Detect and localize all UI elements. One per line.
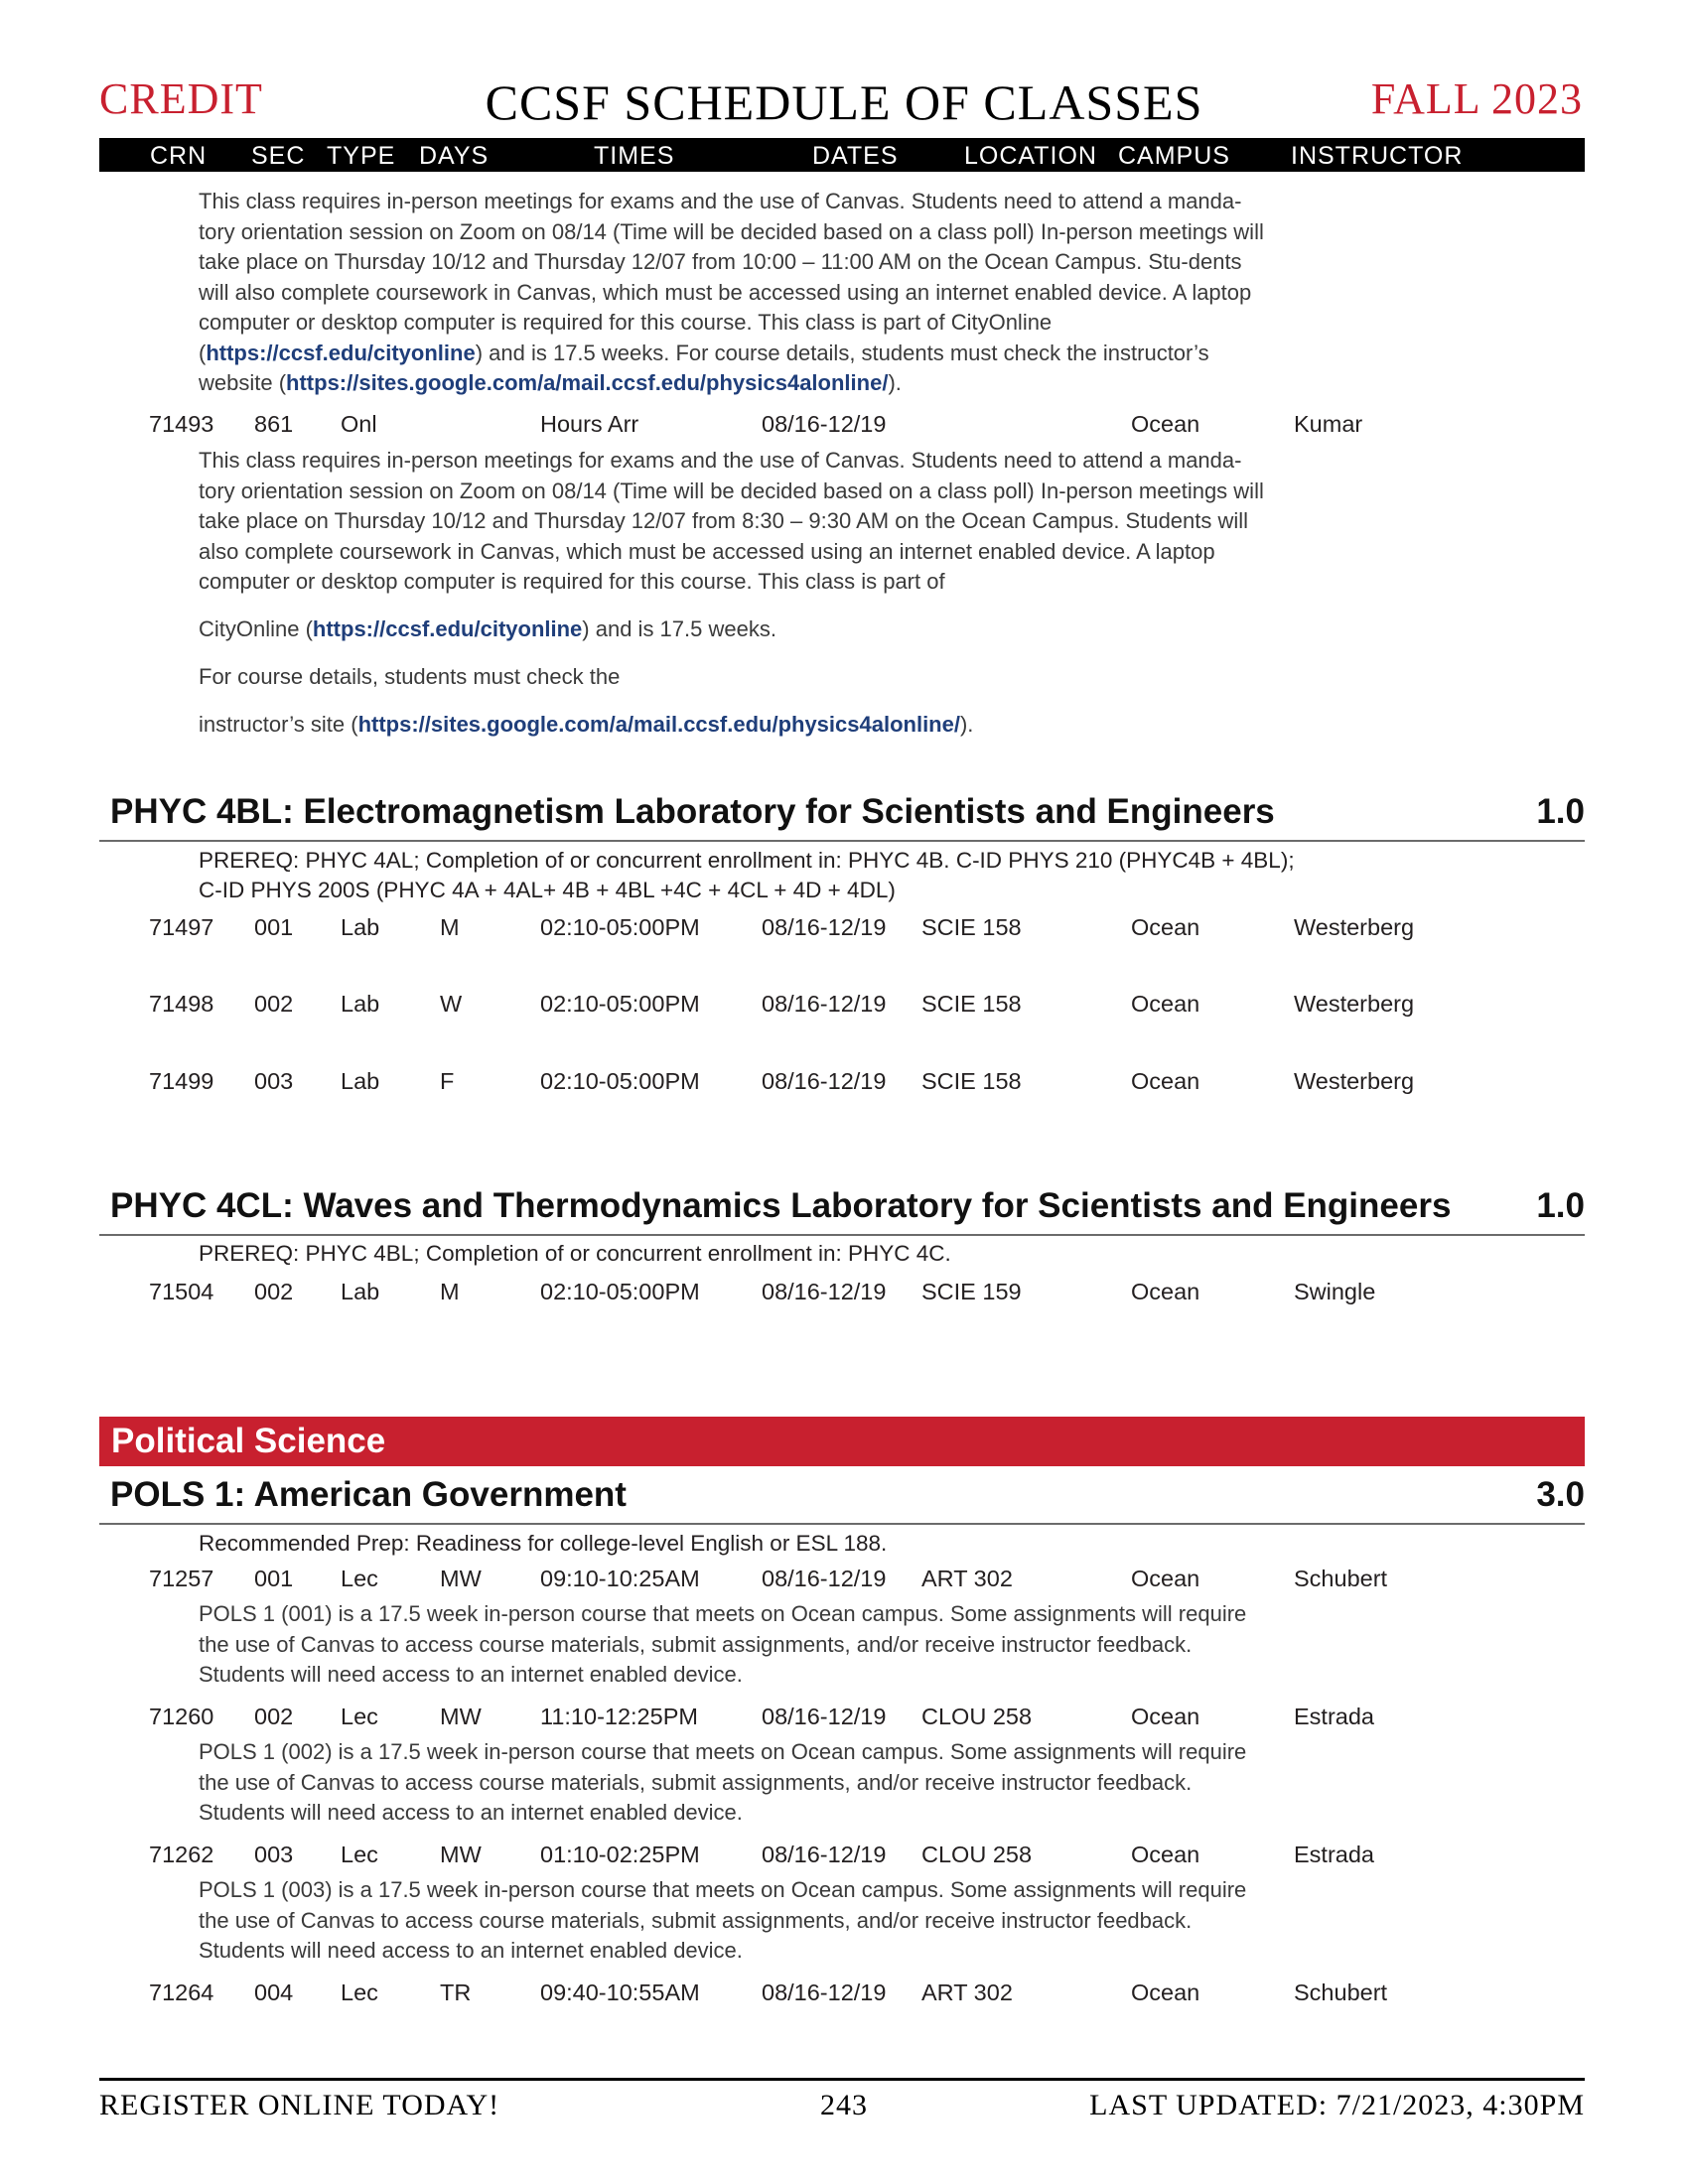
table-row: [0, 411, 1688, 443]
campus: Ocean: [1131, 1279, 1200, 1304]
instructor: Westerberg: [1294, 914, 1415, 940]
course-prereq: C-ID PHYS 200S (PHYC 4A + 4AL+ 4B + 4BL +4C + 4CL + 4D + 4DL): [199, 878, 896, 902]
location: ART 302: [921, 1979, 1013, 2005]
section-note-line: For course details, students must check the: [199, 664, 621, 689]
crn: 71497: [149, 914, 214, 940]
page-number: 243: [820, 2089, 868, 2121]
sec: 002: [254, 991, 294, 1017]
table-row: [0, 1068, 1688, 1100]
crn: 71260: [149, 1704, 214, 1729]
type: Lec: [341, 1842, 378, 1867]
col-times: TIMES: [594, 142, 675, 170]
course-credits: 3.0: [1536, 1475, 1585, 1514]
campus: Ocean: [1131, 411, 1200, 437]
location: SCIE 158: [921, 991, 1022, 1017]
course-divider: [99, 1523, 1585, 1525]
sec: 002: [254, 1704, 294, 1729]
table-row: [0, 914, 1688, 946]
section-note: POLS 1 (002) is a 17.5 week in-person course that meets on Ocean campus. Some assignments will require the use of Canvas to access course materials, submit assignments, and/or receive instructor feedback. Students will need access to an internet enabled device.: [199, 1739, 1247, 1825]
location: ART 302: [921, 1566, 1013, 1591]
days: MW: [440, 1842, 482, 1867]
col-crn: CRN: [150, 142, 208, 170]
crn: 71493: [149, 411, 214, 437]
times: 02:10-05:00PM: [540, 991, 700, 1017]
dates: 08/16-12/19: [762, 1704, 887, 1729]
col-sec: SEC: [251, 142, 306, 170]
days: W: [440, 991, 463, 1017]
table-row: [0, 1566, 1688, 1597]
type: Lab: [341, 914, 380, 940]
location: CLOU 258: [921, 1842, 1033, 1867]
times: Hours Arr: [540, 411, 639, 437]
dates: 08/16-12/19: [762, 1566, 887, 1591]
days: TR: [440, 1979, 472, 2005]
crn: 71498: [149, 991, 214, 1017]
campus: Ocean: [1131, 1566, 1200, 1591]
course-divider: [99, 1234, 1585, 1236]
days: M: [440, 914, 460, 940]
crn: 71262: [149, 1842, 214, 1867]
col-location: LOCATION: [964, 142, 1097, 170]
instructor: Schubert: [1294, 1566, 1388, 1591]
dates: 08/16-12/19: [762, 1979, 887, 2005]
col-campus: CAMPUS: [1118, 142, 1230, 170]
section-note-line: CityOnline (https://ccsf.edu/cityonline) and is 17.5 weeks.: [199, 616, 776, 641]
type: Lab: [341, 1279, 380, 1304]
table-row: [0, 1979, 1688, 2011]
days: M: [440, 1279, 460, 1304]
instructor-website-link[interactable]: https://sites.google.com/a/mail.ccsf.edu/physics4alonline/: [357, 712, 960, 737]
campus: Ocean: [1131, 1068, 1200, 1094]
instructor: Estrada: [1294, 1842, 1374, 1867]
times: 09:10-10:25AM: [540, 1566, 700, 1591]
table-row: [0, 1279, 1688, 1310]
footer-divider: [99, 2078, 1585, 2081]
location: SCIE 159: [921, 1279, 1022, 1304]
instructor: Westerberg: [1294, 991, 1415, 1017]
sec: 001: [254, 1566, 294, 1591]
department-header: [99, 1417, 1585, 1466]
section-note: POLS 1 (001) is a 17.5 week in-person course that meets on Ocean campus. Some assignments will require the use of Canvas to access course materials, submit assignments, and/or receive instructor feedback. Students will need access to an internet enabled device.: [199, 1601, 1247, 1687]
instructor: Kumar: [1294, 411, 1363, 437]
footer-register-text: REGISTER ONLINE TODAY!: [99, 2089, 500, 2121]
instructor: Estrada: [1294, 1704, 1374, 1729]
crn: 71264: [149, 1979, 214, 2005]
course-prep: Recommended Prep: Readiness for college-level English or ESL 188.: [199, 1531, 888, 1556]
campus: Ocean: [1131, 1704, 1200, 1729]
type: Onl: [341, 411, 377, 437]
campus: Ocean: [1131, 1842, 1200, 1867]
sec: 003: [254, 1842, 294, 1867]
type: Lec: [341, 1704, 378, 1729]
campus: Ocean: [1131, 991, 1200, 1017]
footer-last-updated: LAST UPDATED: 7/21/2023, 4:30PM: [1089, 2089, 1585, 2121]
times: 01:10-02:25PM: [540, 1842, 700, 1867]
instructor: Schubert: [1294, 1979, 1388, 2005]
sec: 002: [254, 1279, 294, 1304]
type: Lec: [341, 1979, 378, 2005]
sec: 861: [254, 411, 294, 437]
course-prereq: PREREQ: PHYC 4BL; Completion of or concurrent enrollment in: PHYC 4C.: [199, 1241, 951, 1266]
table-row: [0, 1704, 1688, 1735]
times: 02:10-05:00PM: [540, 1068, 700, 1094]
dates: 08/16-12/19: [762, 991, 887, 1017]
course-divider: [99, 840, 1585, 842]
type: Lab: [341, 1068, 380, 1094]
dates: 08/16-12/19: [762, 411, 887, 437]
days: MW: [440, 1566, 482, 1591]
column-header-bar: [99, 138, 1585, 172]
instructor-website-link[interactable]: https://sites.google.com/a/mail.ccsf.edu/physics4alonline/: [286, 370, 889, 395]
dates: 08/16-12/19: [762, 914, 887, 940]
header-term-label: FALL 2023: [1370, 74, 1583, 123]
department-title: Political Science: [111, 1422, 386, 1460]
col-instructor: INSTRUCTOR: [1291, 142, 1464, 170]
course-title: PHYC 4BL: Electromagnetism Laboratory for Scientists and Engineers: [110, 792, 1275, 831]
type: Lab: [341, 991, 380, 1017]
col-days: DAYS: [419, 142, 490, 170]
instructor: Westerberg: [1294, 1068, 1415, 1094]
times: 02:10-05:00PM: [540, 914, 700, 940]
days: MW: [440, 1704, 482, 1729]
campus: Ocean: [1131, 1979, 1200, 2005]
dates: 08/16-12/19: [762, 1842, 887, 1867]
section-note: This class requires in-person meetings for exams and the use of Canvas. Students need to attend a manda-tory orientation session on Zoom on 08/14 (Time will be decided based on a class poll) In-person meetings will take place on Thursday 10/12 and Thursday 12/07 from 10:00 – 11:00 AM on the Ocean Campus. Stu-dents will also complete coursework in Canvas, which must be accessed using an internet enabled device. A laptop computer or desktop computer is required for this course. This class is part of CityOnline (https://ccsf.edu/cityonline) and is 17.5 weeks. For course details, students must check the instructor’s website (https://sites.google.com/a/mail.ccsf.edu/physics4alonline/).: [199, 189, 1264, 395]
course-credits: 1.0: [1536, 1186, 1585, 1225]
table-row: [0, 1842, 1688, 1873]
header-credit-label: CREDIT: [99, 74, 263, 123]
location: SCIE 158: [921, 1068, 1022, 1094]
sec: 004: [254, 1979, 294, 2005]
section-note-line: instructor’s site (https://sites.google.com/a/mail.ccsf.edu/physics4alonline/).: [199, 712, 974, 737]
course-prereq: PREREQ: PHYC 4AL; Completion of or concurrent enrollment in: PHYC 4B. C-ID PHYS 210 (PHYC4B + 4BL);: [199, 848, 1295, 873]
course-title: PHYC 4CL: Waves and Thermodynamics Laboratory for Scientists and Engineers: [110, 1186, 1452, 1225]
section-note: POLS 1 (003) is a 17.5 week in-person course that meets on Ocean campus. Some assignments will require the use of Canvas to access course materials, submit assignments, and/or receive instructor feedback. Students will need access to an internet enabled device.: [199, 1877, 1247, 1963]
col-type: TYPE: [327, 142, 396, 170]
dates: 08/16-12/19: [762, 1068, 887, 1094]
cityonline-link[interactable]: https://ccsf.edu/cityonline: [206, 340, 476, 365]
type: Lec: [341, 1566, 378, 1591]
page-title: CCSF SCHEDULE OF CLASSES: [485, 74, 1203, 130]
crn: 71499: [149, 1068, 214, 1094]
location: CLOU 258: [921, 1704, 1033, 1729]
location: SCIE 158: [921, 914, 1022, 940]
crn: 71504: [149, 1279, 214, 1304]
course-credits: 1.0: [1536, 792, 1585, 831]
section-note: This class requires in-person meetings for exams and the use of Canvas. Students need to attend a manda-tory orientation session on Zoom on 08/14 (Time will be decided based on a class poll) In-person meetings will take place on Thursday 10/12 and Thursday 12/07 from 8:30 – 9:30 AM on the Ocean Campus. Students will also complete coursework in Canvas, which must be accessed using an internet enabled device. A laptop computer or desktop computer is required for this course. This class is part of: [199, 448, 1264, 594]
sec: 001: [254, 914, 294, 940]
table-row: [0, 991, 1688, 1023]
cityonline-link[interactable]: https://ccsf.edu/cityonline: [312, 616, 583, 641]
course-title: POLS 1: American Government: [110, 1475, 627, 1514]
sec: 003: [254, 1068, 294, 1094]
dates: 08/16-12/19: [762, 1279, 887, 1304]
times: 09:40-10:55AM: [540, 1979, 700, 2005]
crn: 71257: [149, 1566, 214, 1591]
col-dates: DATES: [812, 142, 899, 170]
times: 11:10-12:25PM: [540, 1704, 698, 1729]
times: 02:10-05:00PM: [540, 1279, 700, 1304]
campus: Ocean: [1131, 914, 1200, 940]
days: F: [440, 1068, 455, 1094]
instructor: Swingle: [1294, 1279, 1376, 1304]
